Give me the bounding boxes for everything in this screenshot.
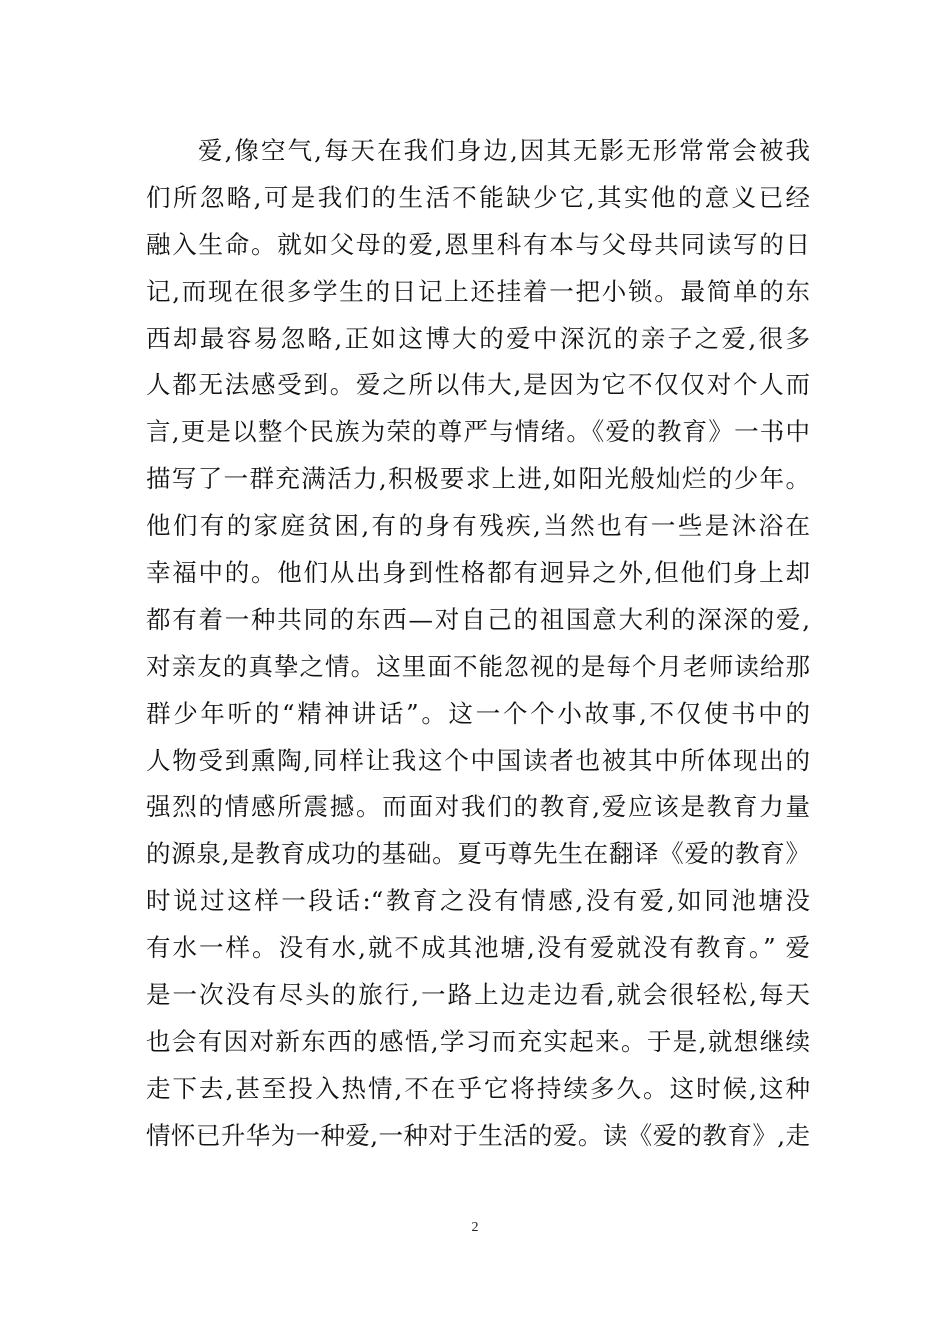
text-line: 描写了一群充满活力,积极要求上进,如阳光般灿烂的少年。 [146, 464, 810, 494]
text-line: 幸福中的。他们从出身到性格都有迥异之外,但他们身上却 [146, 558, 810, 588]
text-line: 他们有的家庭贫困,有的身有残疾,当然也有一些是沐浴在 [146, 511, 810, 541]
text-line: 情怀已升华为一种爱,一种对于生活的爱。读《爱的教育》,走 [146, 1120, 810, 1150]
body-paragraph [146, 128, 810, 1160]
page-number: 2 [471, 1220, 479, 1235]
text-line: 人都无法感受到。爱之所以伟大,是因为它不仅仅对个人而 [146, 370, 810, 400]
text-line: 对亲友的真挚之情。这里面不能忽视的是每个月老师读给那 [146, 651, 810, 681]
text-line: 西却最容易忽略,正如这博大的爱中深沉的亲子之爱,很多 [146, 323, 810, 353]
text-line: 强烈的情感所震撼。而面对我们的教育,爱应该是教育力量 [146, 792, 810, 822]
text-line: 融入生命。就如父母的爱,恩里科有本与父母共同读写的日 [146, 229, 810, 259]
text-line: 是一次没有尽头的旅行,一路上边走边看,就会很轻松,每天 [146, 980, 810, 1010]
text-line: 们所忽略,可是我们的生活不能缺少它,其实他的意义已经 [146, 182, 810, 212]
text-line: 有水一样。没有水,就不成其池塘,没有爱就没有教育。” 爱 [146, 933, 810, 963]
text-line: 言,更是以整个民族为荣的尊严与情绪。《爱的教育》一书中 [146, 417, 810, 447]
text-line: 走下去,甚至投入热情,不在乎它将持续多久。这时候,这种 [146, 1073, 810, 1103]
text-line: 时说过这样一段话:“教育之没有情感,没有爱,如同池塘没 [146, 886, 810, 916]
text-line: 的源泉,是教育成功的基础。夏丏尊先生在翻译《爱的教育》 [146, 839, 810, 869]
text-line: 人物受到熏陶,同样让我这个中国读者也被其中所体现出的 [146, 745, 810, 775]
text-line: 群少年听的“精神讲话”。这一个个小故事,不仅使书中的 [146, 698, 810, 728]
text-line: 也会有因对新东西的感悟,学习而充实起来。于是,就想继续 [146, 1026, 810, 1056]
text-line: 都有着一种共同的东西—对自己的祖国意大利的深深的爱, [146, 604, 810, 634]
text-line: 记,而现在很多学生的日记上还挂着一把小锁。最简单的东 [146, 276, 810, 306]
text-line: 爱,像空气,每天在我们身边,因其无影无形常常会被我 [198, 136, 810, 165]
